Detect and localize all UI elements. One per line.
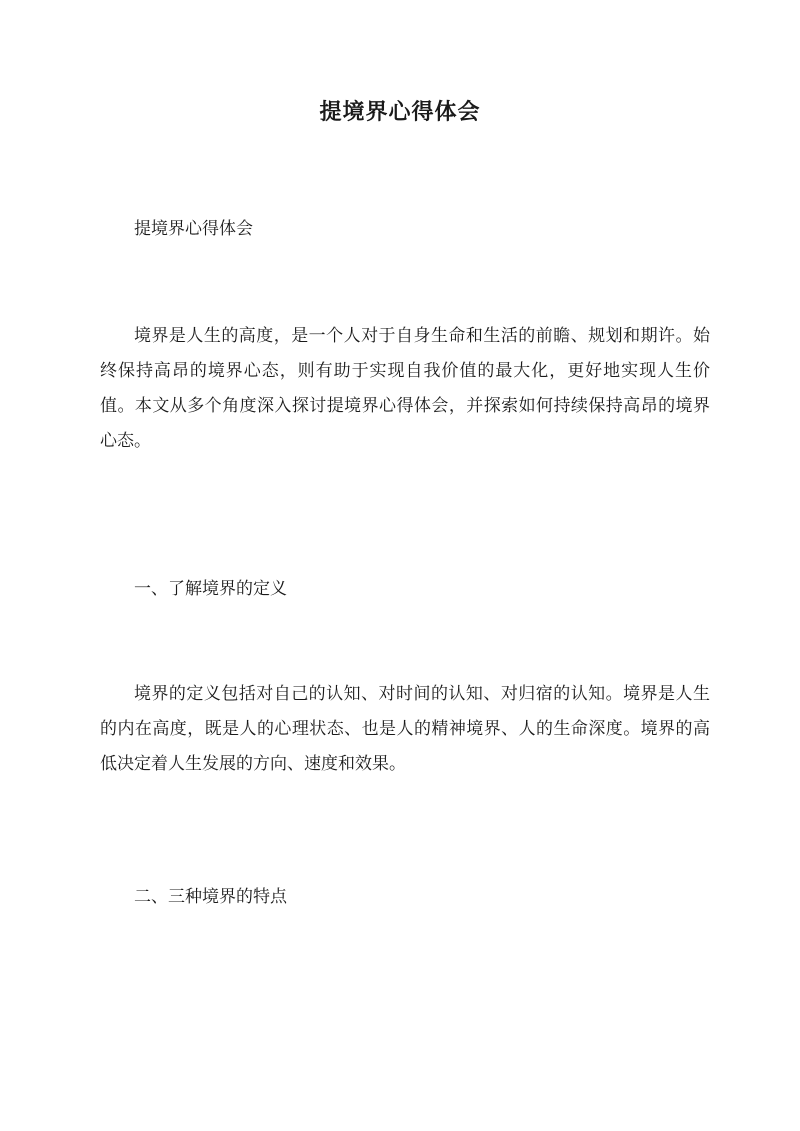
section-2-heading: 二、三种境界的特点: [134, 887, 287, 907]
section-1-paragraph: 境界的定义包括对自己的认知、对时间的认知、对归宿的认知。境界是人生的内在高度，既是人的心理状态、也是人的精神境界、人的生命深度。境界的高低决定着人生发展的方向、速度和效果。: [100, 684, 710, 774]
section-1-heading: 一、了解境界的定义: [134, 579, 287, 599]
document-subtitle: 提境界心得体会: [134, 219, 253, 239]
intro-paragraph: 境界是人生的高度，是一个人对于自身生命和生活的前瞻、规划和期许。始终保持高昂的境界心态，则有助于实现自我价值的最大化，更好地实现人生价值。本文从多个角度深入探讨提境界心得体会，并探索如何持续保持高昂的境界心态。: [100, 326, 710, 451]
document-title: 提境界心得体会: [319, 99, 481, 125]
